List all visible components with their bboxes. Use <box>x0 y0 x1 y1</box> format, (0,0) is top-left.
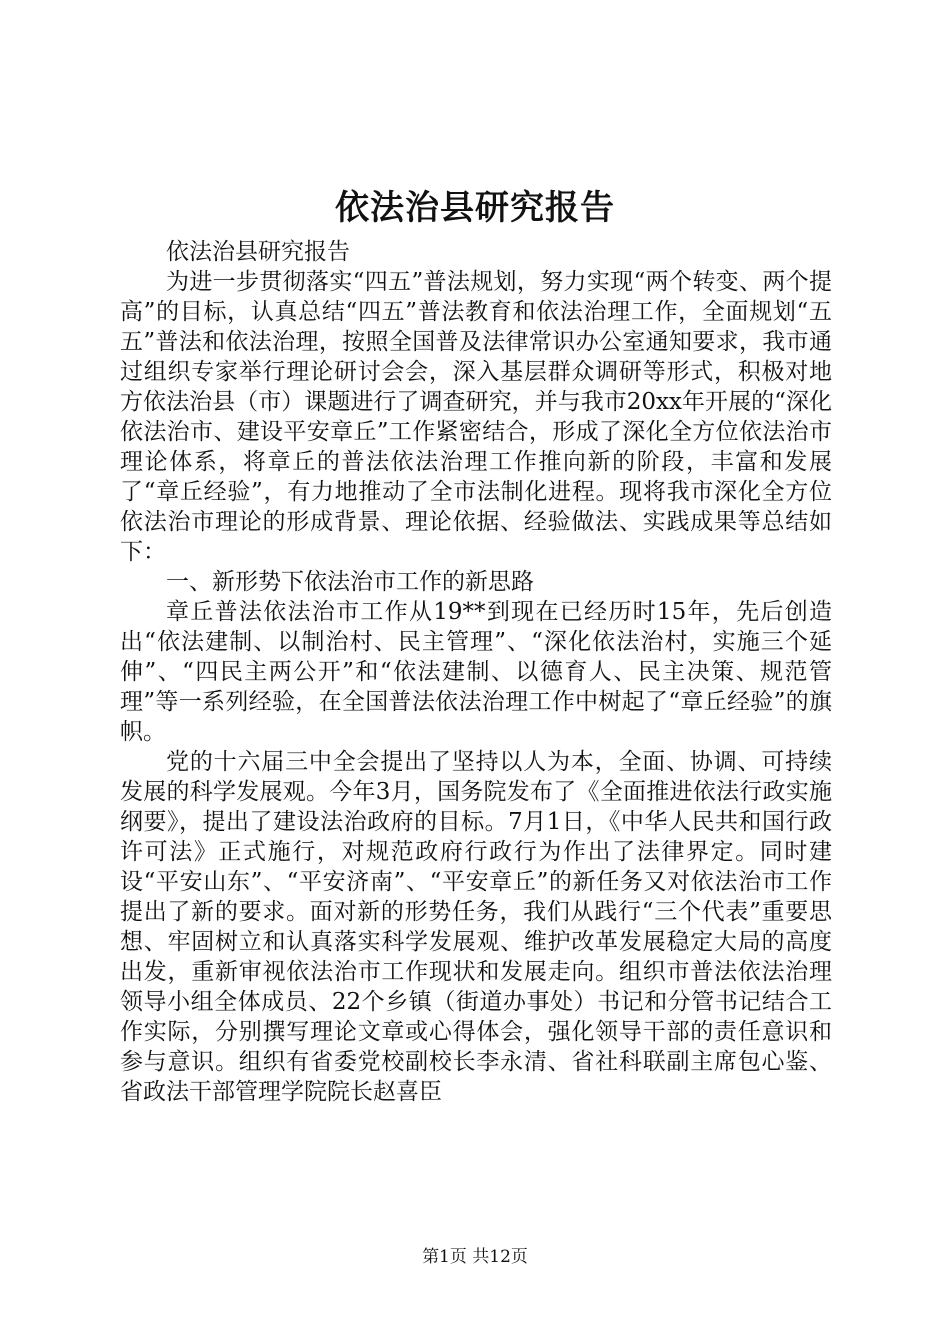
paragraph-new-situation: 党的十六届三中全会提出了坚持以人为本，全面、协调、可持续发展的科学发展观。今年3月，国务院发布了《全面推进依法行政实施纲要》，提出了建设法治政府的目标。7月1日，《中华人民共和国行政许可法》正式施行，对规范政府行政行为作出了法律界定。同时建设“平安山东”、“平安济南”、“平安章丘”的新任务又对依法治市工作提出了新的要求。面对新的形势任务，我们从践行“三个代表”重要思想、牢固树立和认真落实科学发展观、维护改革发展稳定大局的高度出发，重新审视依法治市工作现状和发展走向。组织市普法依法治理领导小组全体成员、22个乡镇（街道办事处）书记和分管书记结合工作实际，分别撰写理论文章或心得体会，强化领导干部的责任意识和参与意识。组织有省委党校副校长李永清、省社科联副主席包心鉴、省政法干部管理学院院长赵喜臣 <box>120 749 832 1105</box>
paragraph-intro: 为进一步贯彻落实“四五”普法规划，努力实现“两个转变、两个提高”的目标，认真总结“四五”普法教育和依法治理工作，全面规划“五五”普法和依法治理，按照全国普及法律常识办公室通知要求，我市通过组织专家举行理论研讨会会，深入基层群众调研等形式，积极对地方依法治县（市）课题进行了调查研究，并与我市20xx年开展的“深化依法治市、建设平安章丘”工作紧密结合，形成了深化全方位依法治市理论体系，将章丘的普法依法治理工作推向新的阶段，丰富和发展了“章丘经验”，有力地推动了全市法制化进程。现将我市深化全方位依法治市理论的形成背景、理论依据、经验做法、实践成果等总结如下： <box>120 269 832 565</box>
paragraph-subtitle: 依法治县研究报告 <box>166 239 350 265</box>
paragraph-history: 章丘普法依法治市工作从19**到现在已经历时15年，先后创造出“依法建制、以制治村、民主管理”、“深化依法治村，实施三个延伸”、“四民主两公开”和“依法建制、以德育人、民主决策、规范管理”等一系列经验，在全国普法依法治理工作中树起了“章丘经验”的旗帜。 <box>120 599 832 745</box>
page-number-footer: 第1页 共12页 <box>422 1247 528 1267</box>
document-title: 依法治县研究报告 <box>335 188 615 228</box>
document-body <box>120 237 832 1107</box>
paragraph-section-heading: 一、新形势下依法治市工作的新思路 <box>166 569 534 595</box>
